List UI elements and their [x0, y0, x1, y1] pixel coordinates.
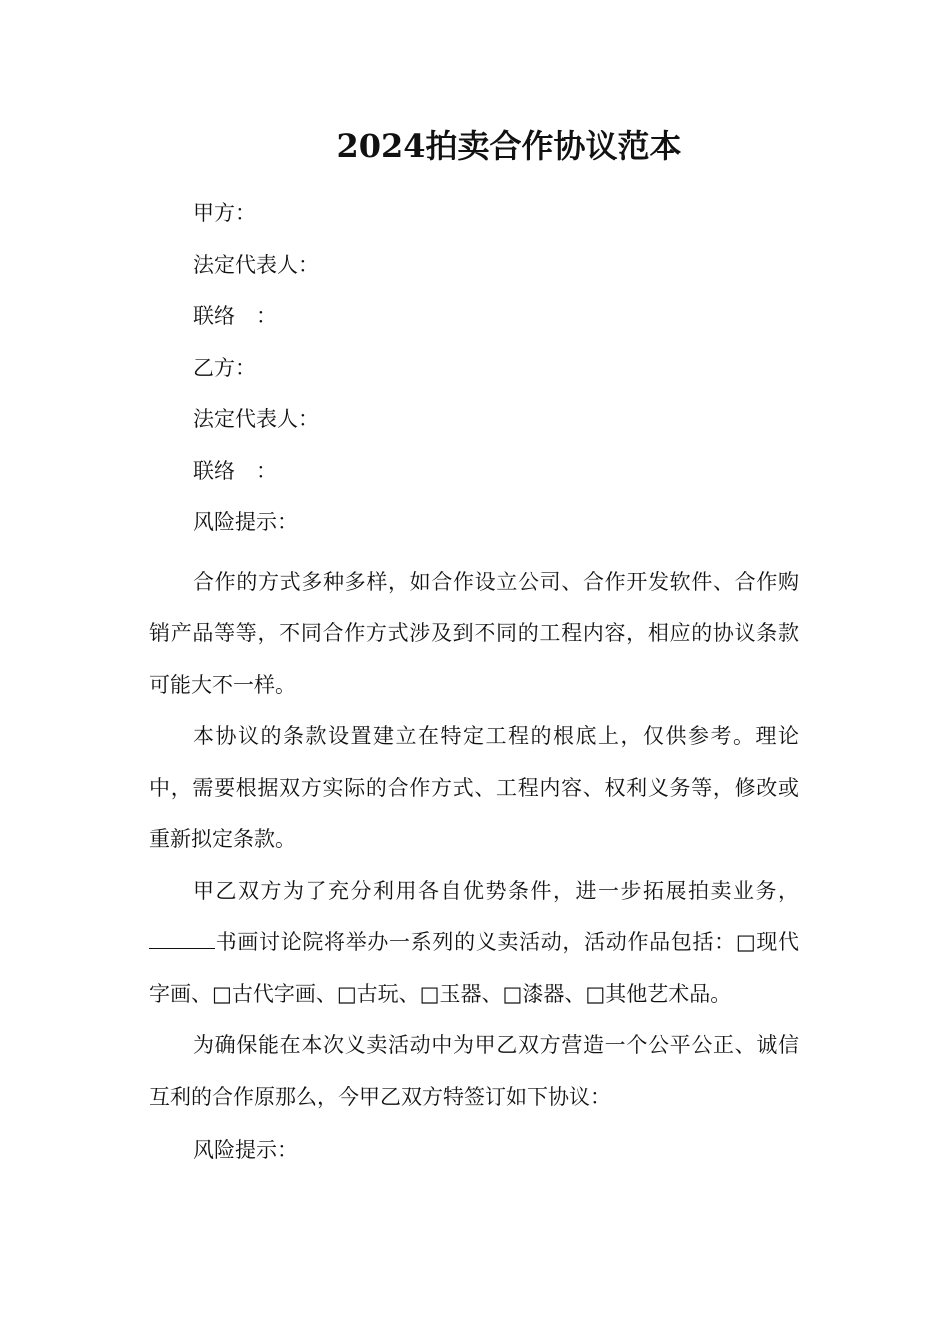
paragraph-purpose-text-2: 书画讨论院将举办一系列的义卖活动，活动作品包括：	[215, 930, 736, 954]
paragraph-purpose	[149, 866, 799, 1021]
document-body	[149, 196, 799, 1185]
paragraph-cooperation-modes: 合作的方式多种多样，如合作设立公司、合作开发软件、合作购销产品等等，不同合作方式涉及到不同的工程内容，相应的协议条款可能大不一样。	[149, 569, 799, 697]
party-b-label: 乙方：	[193, 355, 256, 380]
risk-notice-label-2: 风险提示：	[193, 1138, 298, 1162]
document-title: 2024拍卖合作协议范本	[336, 127, 682, 165]
party-b-rep-label: 法定代表人：	[193, 407, 319, 431]
paragraph-purpose-text: 甲乙双方为了充分利用各自优势条件，进一步拓展拍卖业务，	[193, 878, 799, 903]
artwork-options: □现代字画、□古代字画、□古玩、□玉器、□漆器、□其他艺术品。	[149, 930, 799, 1006]
risk-notice-label: 风险提示：	[193, 510, 298, 534]
paragraph-reference-note: 本协议的条款设置建立在特定工程的根底上，仅供参考。理论中，需要根据双方实际的合作方式、工程内容、权利义务等，修改或重新拟定条款。	[149, 724, 799, 851]
party-a-rep-label: 法定代表人：	[193, 252, 319, 277]
paragraph-agreement-intent: 为确保能在本次义卖活动中为甲乙双方营造一个公平公正、诚信互利的合作原那么，今甲乙双方特签订如下协议：	[149, 1033, 799, 1109]
party-a-label: 甲方：	[193, 201, 256, 225]
party-b-contact-label: 联络 ：	[193, 458, 277, 483]
organizer-blank	[149, 926, 215, 949]
party-a-contact-label: 联络 ：	[193, 304, 277, 328]
